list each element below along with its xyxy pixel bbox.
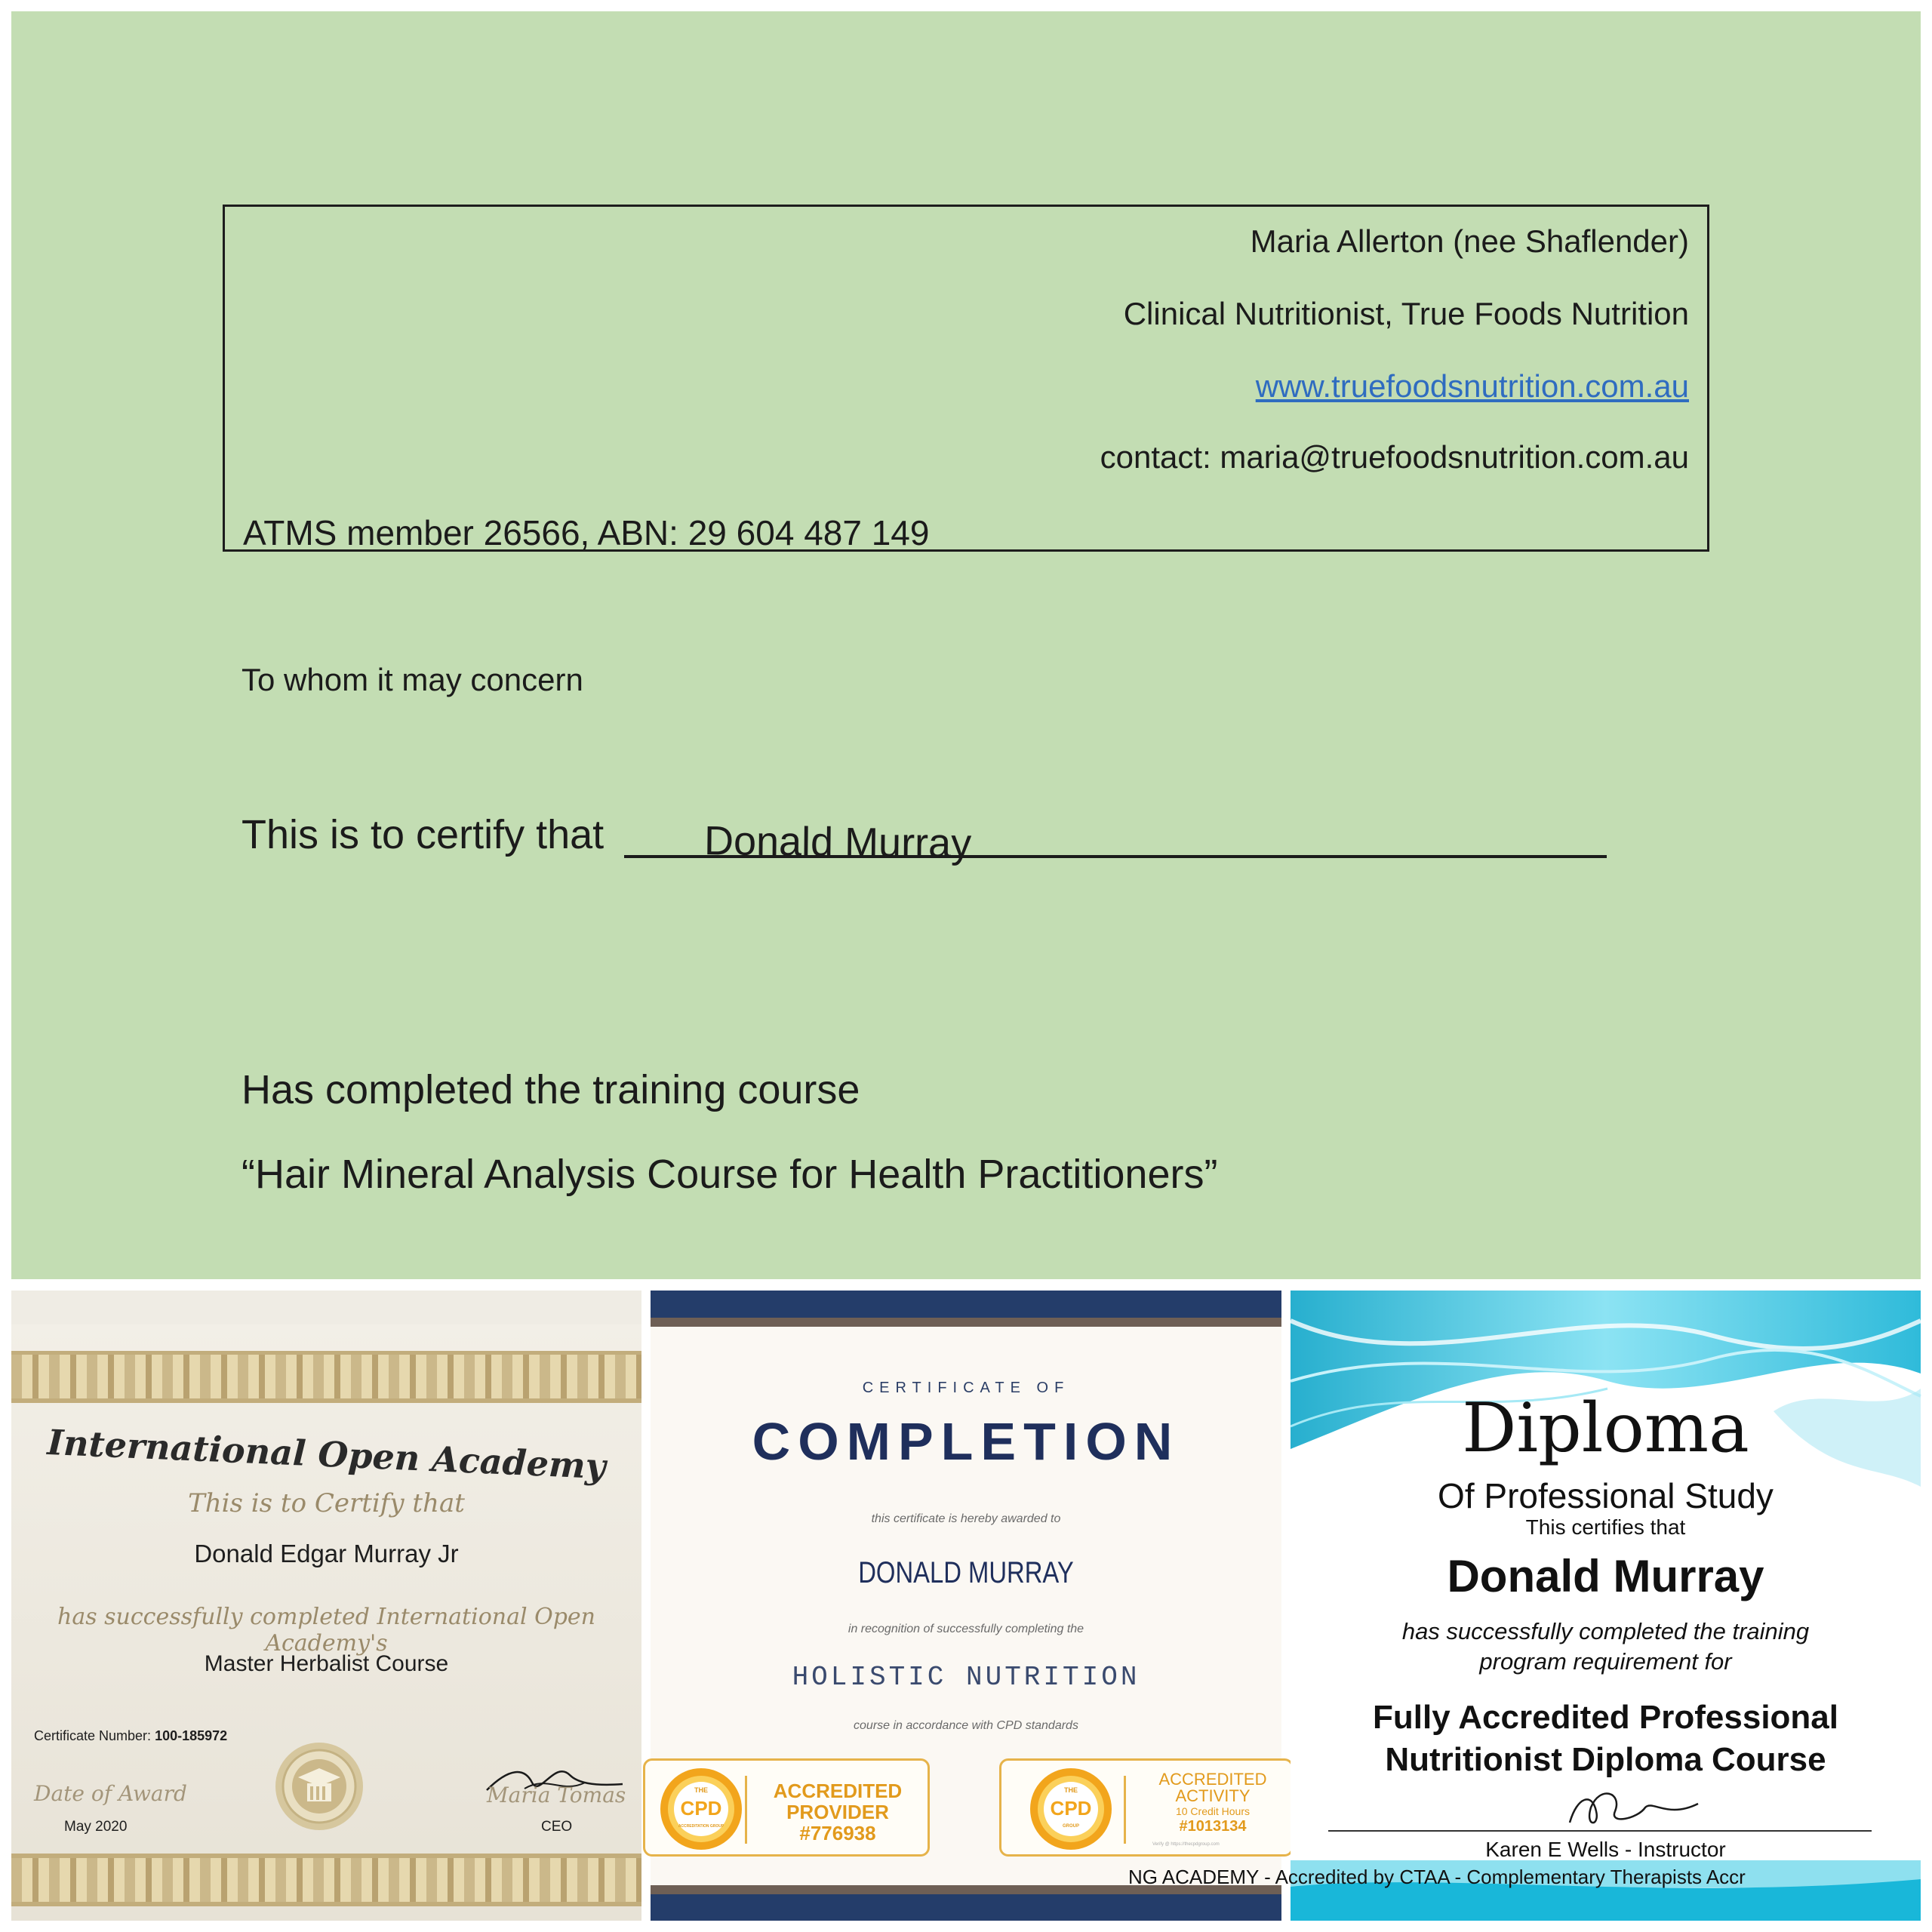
seal-top-text: THE (694, 1786, 708, 1794)
diploma-subtitle: Of Professional Study (1438, 1476, 1774, 1515)
course-name (1291, 1697, 1921, 1781)
certificate-of-completion (651, 1291, 1281, 1921)
border-rule (11, 1398, 641, 1403)
badge-line-1: ACCREDITED (1158, 1770, 1267, 1789)
completed-line-2: program requirement for (1479, 1648, 1732, 1675)
top-navy-band (651, 1291, 1281, 1318)
award-date: May 2020 (64, 1819, 128, 1835)
course-title: “Hair Mineral Analysis Course for Health Practitioners” (242, 1152, 1218, 1197)
salutation: To whom it may concern (242, 662, 583, 697)
recognition-line: in recognition of successfully completing the (848, 1623, 1084, 1635)
course-name: Master Herbalist Course (204, 1651, 449, 1676)
certificate-heading-large: COMPLETION (752, 1412, 1180, 1471)
badge-credit-hours: 10 Credit Hours (1175, 1805, 1251, 1817)
letterhead-name: Maria Allerton (nee Shaflender) (1250, 223, 1689, 259)
border-rule (11, 1902, 641, 1906)
course-name: HOLISTIC NUTRITION (792, 1662, 1140, 1693)
badge-divider (745, 1776, 747, 1844)
completed-statement: Has completed the training course (242, 1067, 860, 1112)
completed-lines (1291, 1617, 1921, 1677)
verify-link[interactable]: Verify @ https://thecpdgroup.com (1152, 1842, 1220, 1847)
awarded-line: this certificate is hereby awarded to (871, 1512, 1061, 1525)
certificate-international-open-academy (11, 1291, 641, 1921)
certify-prefix: This is to certify that (242, 812, 605, 857)
seal-bottom-text: ACCREDITATION GROUP (678, 1824, 724, 1829)
diploma-title: Diploma (1462, 1389, 1749, 1468)
certification-letter (11, 11, 1921, 1279)
graduation-cap-icon (274, 1741, 365, 1832)
badge-line-2: PROVIDER (786, 1801, 889, 1823)
cpd-seal-icon (659, 1767, 743, 1851)
seal-main-text: CPD (680, 1797, 722, 1820)
recipient-name: Donald Edgar Murray Jr (194, 1540, 459, 1567)
seal-bottom-text: GROUP (1062, 1824, 1080, 1829)
cpd-seal-icon (1029, 1767, 1113, 1851)
bottom-navy-band (651, 1894, 1281, 1921)
certificate-heading-small: CERTIFICATE OF (862, 1380, 1070, 1396)
letterhead-membership: ATMS member 26566, ABN: 29 604 487 149 (243, 513, 930, 552)
accreditation-footer: NG ACADEMY - Accredited by CTAA - Complementary Therapists Accr (1128, 1866, 1746, 1888)
recipient-name: Donald Murray (1447, 1551, 1764, 1601)
handwritten-signature (1555, 1781, 1706, 1834)
accredited-provider-badge (643, 1758, 930, 1857)
course-line-2: Nutritionist Diploma Course (1385, 1741, 1826, 1778)
course-line-1: Fully Accredited Professional (1373, 1699, 1838, 1736)
certified-person-name: Donald Murray (703, 818, 972, 866)
badge-divider (1124, 1776, 1126, 1844)
letterhead-box (223, 205, 1709, 552)
certify-line: This is to Certify that (188, 1488, 465, 1518)
certificate-number-label: Certificate Number: (34, 1728, 152, 1743)
top-brown-band (651, 1318, 1281, 1327)
signature-line (1328, 1830, 1872, 1832)
seal-top-text: THE (1064, 1786, 1078, 1794)
badge-text (1137, 1771, 1288, 1835)
instructor-name: Karen E Wells - Instructor (1485, 1838, 1726, 1861)
recipient-name: DONALD MURRAY (858, 1556, 1074, 1589)
badge-number: #1013134 (1179, 1818, 1247, 1835)
letterhead-website-link[interactable]: www.truefoodsnutrition.com.au (1255, 368, 1689, 404)
badge-number: #776938 (799, 1822, 876, 1844)
ornamental-border-top (11, 1355, 641, 1398)
accredited-activity-badge (999, 1758, 1294, 1857)
signatory-role: CEO (541, 1819, 573, 1835)
completed-line-1: has successfully completed the training (1401, 1618, 1810, 1644)
completed-line: has successfully completed International Open Academy's (57, 1604, 595, 1657)
letterhead-contact: contact: maria@truefoodsnutrition.com.au (1100, 439, 1689, 475)
certificate-number-value: 100-185972 (155, 1728, 228, 1743)
badge-text (755, 1780, 921, 1844)
institution-name: International Open Academy (46, 1421, 607, 1487)
accordance-line: course in accordance with CPD standards (854, 1719, 1078, 1732)
ornamental-border-bottom (11, 1858, 641, 1902)
letterhead-title: Clinical Nutritionist, True Foods Nutrition (1123, 296, 1689, 331)
certificate-number (34, 1728, 227, 1744)
badge-line-1: ACCREDITED (773, 1780, 903, 1802)
signatory-name: Maria Tomas (487, 1783, 626, 1807)
seal-main-text: CPD (1050, 1797, 1092, 1820)
badge-line-2: ACTIVITY (1175, 1786, 1251, 1805)
certifies-line: This certifies that (1525, 1515, 1686, 1539)
date-label: Date of Award (34, 1781, 187, 1806)
